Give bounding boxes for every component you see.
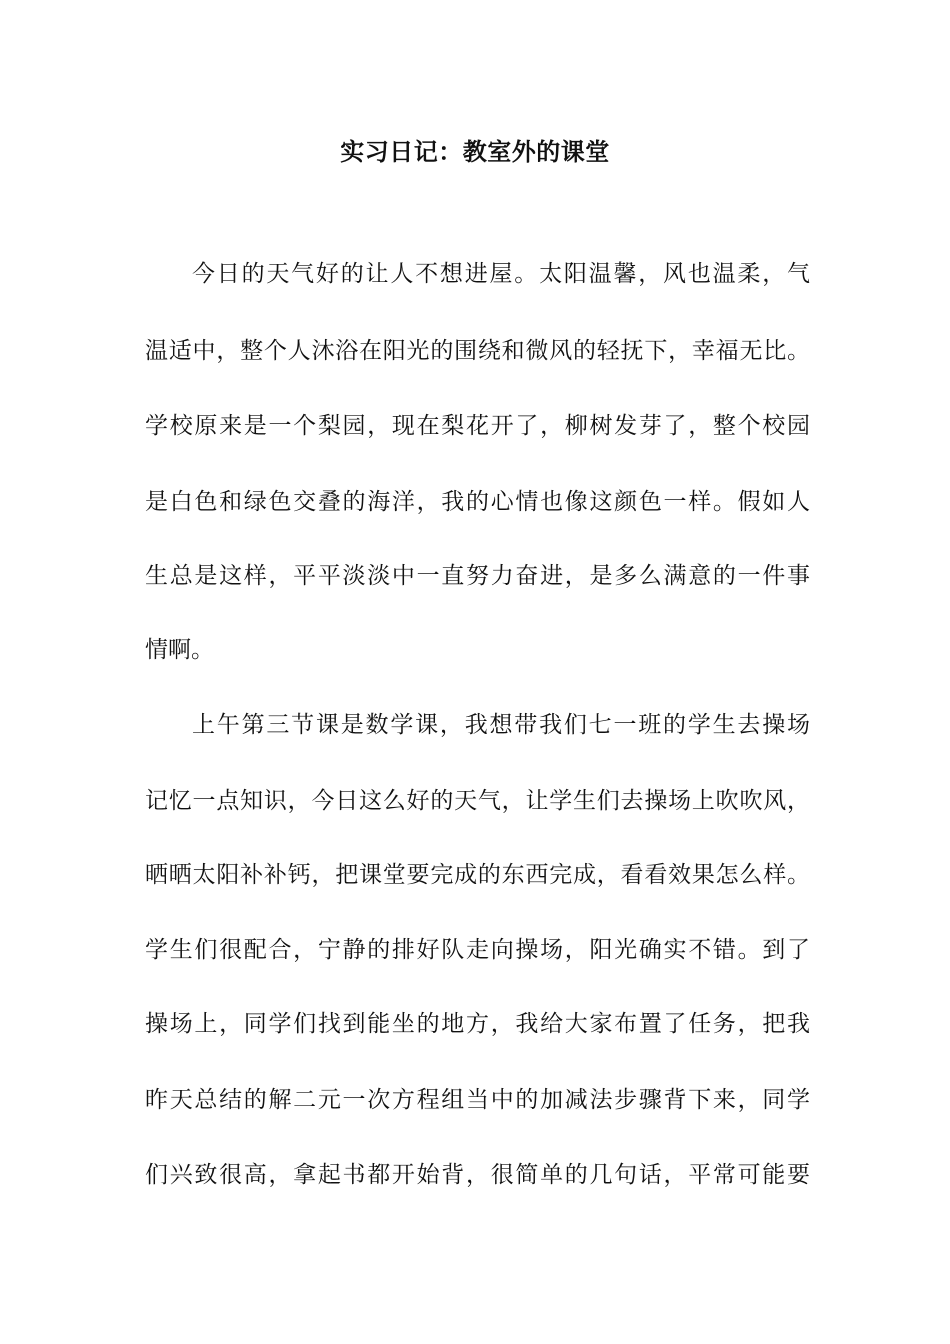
paragraph-line: 操场上，同学们找到能坐的地方，我给大家布置了任务，把我 bbox=[145, 1011, 810, 1037]
paragraph-line: 今日的天气好的让人不想进屋。太阳温馨，风也温柔，气 bbox=[192, 261, 810, 287]
paragraph-line: 昨天总结的解二元一次方程组当中的加减法步骤背下来，同学 bbox=[145, 1087, 810, 1113]
paragraph-line: 们兴致很高，拿起书都开始背，很简单的几句话，平常可能要 bbox=[145, 1162, 810, 1188]
paragraph-line: 晒晒太阳补补钙，把课堂要完成的东西完成，看看效果怎么样。 bbox=[145, 862, 810, 888]
document-title: 实习日记：教室外的课堂 bbox=[340, 137, 610, 166]
paragraph-line: 生总是这样，平平淡淡中一直努力奋进，是多么满意的一件事 bbox=[145, 563, 810, 589]
paragraph-line: 学校原来是一个梨园，现在梨花开了，柳树发芽了，整个校园 bbox=[145, 413, 810, 439]
paragraph-line: 是白色和绿色交叠的海洋，我的心情也像这颜色一样。假如人 bbox=[145, 489, 810, 515]
paragraph-line: 温适中，整个人沐浴在阳光的围绕和微风的轻抚下，幸福无比。 bbox=[145, 338, 810, 364]
paragraph-line: 上午第三节课是数学课，我想带我们七一班的学生去操场 bbox=[192, 712, 810, 738]
paragraph-line: 记忆一点知识，今日这么好的天气，让学生们去操场上吹吹风， bbox=[145, 788, 810, 814]
paragraph-line: 学生们很配合，宁静的排好队走向操场，阳光确实不错。到了 bbox=[145, 937, 810, 963]
paragraph-line: 情啊。 bbox=[145, 637, 214, 663]
